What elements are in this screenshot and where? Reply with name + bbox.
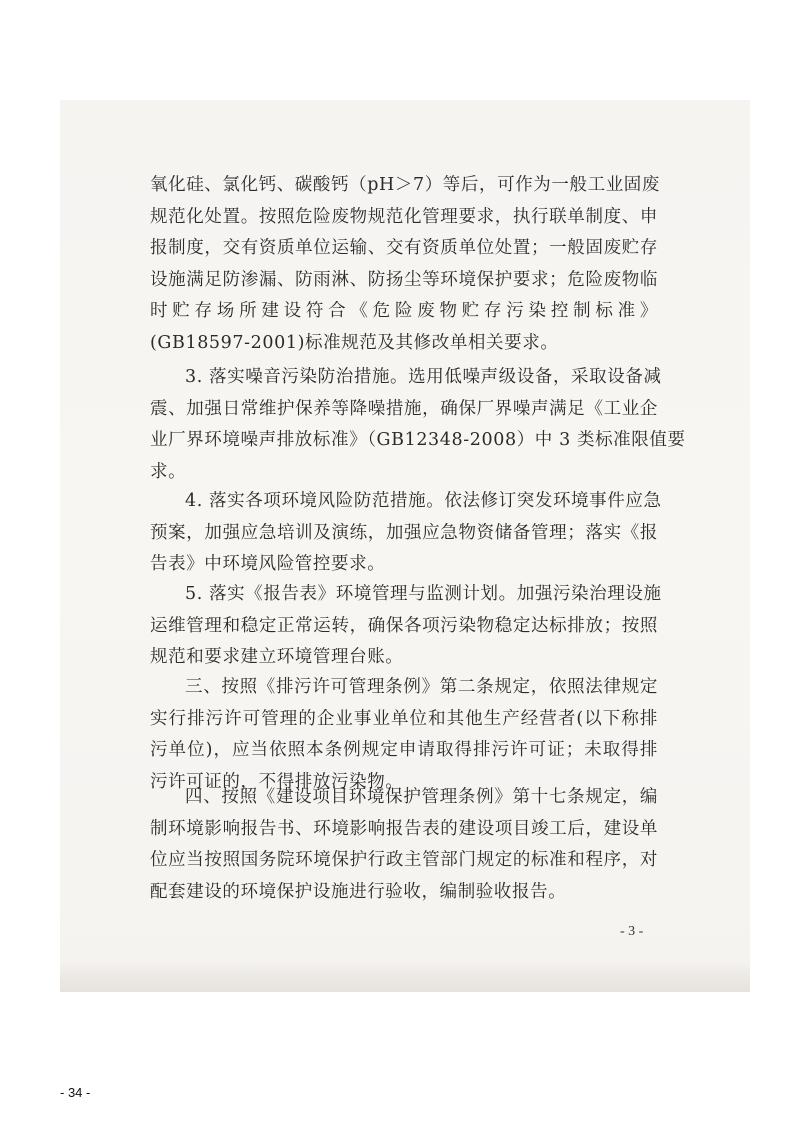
text-line: 告表》中环境风险管控要求。 — [150, 554, 386, 574]
text-line: 制环境影响报告书、环境影响报告表的建设项目竣工后，建设单 — [150, 818, 658, 839]
text-line: 三、按照《排污许可管理条例》第二条规定，依照法律规定 — [185, 677, 658, 697]
text-line: 运维管理和稳定正常运转，确保各项污染物稳定达标排放；按照 — [150, 615, 658, 636]
paragraph-environmental-risk — [150, 486, 662, 581]
text-line: 配套建设的环境保护设施进行验收，编制验收报告。 — [150, 881, 567, 902]
inner-page-number: - 3 - — [620, 924, 644, 939]
text-line: 震、加强日常维护保养等降噪措施，确保厂界噪声满足《工业企 — [150, 398, 658, 419]
text-line: (GB18597-2001)标准规范及其修改单相关要求。 — [150, 332, 559, 353]
paragraph-monitoring-plan — [150, 579, 662, 674]
text-line: 报制度，交有资质单位运输、交有资质单位处置；一般固废贮存 — [150, 238, 658, 258]
text-line: 氧化硅、氯化钙、碳酸钙（pH＞7）等后，可作为一般工业固废 — [150, 175, 660, 195]
text-line: 4. 落实各项环境风险防范措施。依法修订突发环境事件应急 — [185, 491, 662, 511]
text-line: 求。 — [150, 461, 187, 482]
text-line: 时贮存场所建设符合《危险废物贮存污染控制标准》 — [150, 301, 658, 321]
paragraph-project-acceptance — [150, 782, 658, 908]
text-line: 5. 落实《报告表》环境管理与监测计划。加强污染治理设施 — [185, 584, 662, 604]
paragraph-noise-control — [150, 362, 686, 488]
text-line: 3. 落实噪音污染防治措施。选用低噪声级设备，采取设备减 — [185, 367, 662, 387]
text-line: 预案，加强应急培训及演练，加强应急物资储备管理；落实《报 — [150, 522, 658, 543]
scan-shadow-band — [60, 960, 750, 992]
paragraph-solid-waste — [150, 170, 658, 359]
paragraph-discharge-permit — [150, 672, 658, 798]
text-line: 规范和要求建立环境管理台账。 — [150, 647, 404, 667]
text-line: 四、按照《建设项目环境保护管理条例》第十七条规定，编 — [185, 787, 658, 807]
text-line: 位应当按照国务院环境保护行政主管部门规定的标准和程序，对 — [150, 850, 658, 870]
text-line: 污单位)，应当依照本条例规定申请取得排污许可证；未取得排 — [150, 740, 658, 760]
text-line: 规范化处置。按照危险废物规范化管理要求，执行联单制度、申 — [150, 206, 658, 227]
text-line: 实行排污许可管理的企业事业单位和其他生产经营者(以下称排 — [150, 708, 658, 729]
text-line: 业厂界环境噪声排放标准》（GB12348-2008）中 3 类标准限值要 — [150, 430, 686, 450]
text-line: 污许可证的，不得排放污染物。 — [150, 771, 404, 792]
text-line: 设施满足防渗漏、防雨淋、防扬尘等环境保护要求；危险废物临 — [150, 269, 658, 290]
outer-page-number: - 34 - — [60, 1085, 91, 1100]
